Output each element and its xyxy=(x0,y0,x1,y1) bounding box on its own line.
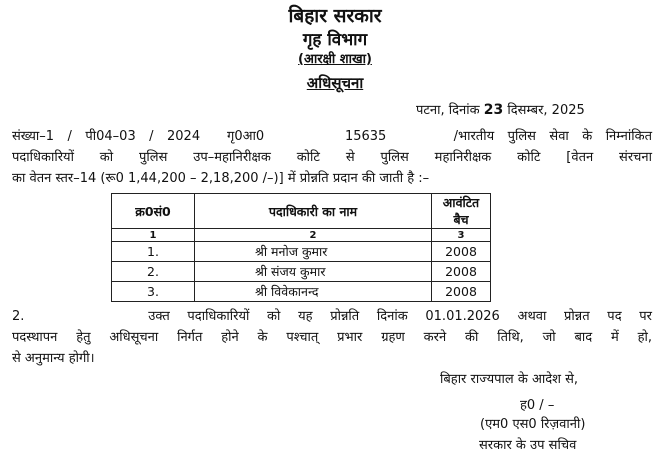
table-row xyxy=(112,262,491,282)
row-batch: 2008 xyxy=(432,262,491,282)
date-month-year: दिसम्बर, 2025 xyxy=(507,103,585,118)
signed-mark: ह0 / – xyxy=(520,398,555,413)
header-name: पदाधिकारी का नाम xyxy=(195,194,432,229)
row-name: श्री विवेकानन्द xyxy=(195,282,432,302)
header-sno: क्र0सं0 xyxy=(112,194,195,229)
col-number: 1 xyxy=(112,229,195,242)
table-column-number-row xyxy=(112,229,491,242)
branch-label: (आरक्षी शाखा) xyxy=(298,52,372,67)
branch-title xyxy=(0,49,670,67)
table-row xyxy=(112,242,491,262)
row-batch: 2008 xyxy=(432,242,491,262)
row-sno: 1. xyxy=(112,242,195,262)
col-number: 3 xyxy=(432,229,491,242)
notice-heading xyxy=(0,73,670,93)
department-title: गृह विभाग xyxy=(302,30,368,50)
place-date-label: पटना, दिनांक xyxy=(416,103,480,118)
officers-table xyxy=(111,193,491,302)
table-header-row xyxy=(112,194,491,229)
paragraph-1-line: का वेतन स्तर–14 (रू0 1,44,200 – 2,18,200 /–)] में प्रोन्नति प्रदान की जाती है :– xyxy=(12,171,430,186)
table-row xyxy=(112,282,491,302)
date-day: 23 xyxy=(483,102,504,118)
paragraph-1-line: संख्या–1 / पी04–03 / 2024 गृ0आ0 15635 /भारतीय पुलिस सेवा के निम्नांकित xyxy=(12,129,652,144)
row-sno: 3. xyxy=(112,282,195,302)
row-name: श्री मनोज कुमार xyxy=(195,242,432,262)
paragraph-2-line: पदस्थापन हेतु अधिसूचना निर्गत होने के पश्चात् प्रभार ग्रहण करने की तिथि, जो बाद में हो, xyxy=(12,330,652,345)
dateline xyxy=(416,100,585,118)
notice-title: अधिसूचना xyxy=(306,74,364,92)
signatory-designation: सरकार के उप सचिव xyxy=(479,438,577,453)
paragraph-2-line: से अनुमान्य होगी। xyxy=(12,351,95,366)
row-sno: 2. xyxy=(112,262,195,282)
paragraph-1 xyxy=(12,126,652,189)
paragraph-2-line: 2. उक्त पदाधिकारियों को यह प्रोन्नति दिनांक 01.01.2026 अथवा प्रोन्नत पद पर xyxy=(12,309,652,324)
government-title: बिहार सरकार xyxy=(288,5,382,27)
governor-order: बिहार राज्यपाल के आदेश से, xyxy=(440,372,579,387)
paragraph-2 xyxy=(12,306,652,369)
header-batch: आवंटित बैच xyxy=(432,194,491,229)
row-name: श्री संजय कुमार xyxy=(195,262,432,282)
row-batch: 2008 xyxy=(432,282,491,302)
col-number: 2 xyxy=(195,229,432,242)
signatory-name: (एम0 एस0 रिज़वानी) xyxy=(480,417,586,432)
paragraph-1-line: पदाधिकारियों को पुलिस उप–महानिरीक्षक कोटि से पुलिस महानिरीक्षक कोटि [वेतन संरचना xyxy=(12,150,652,165)
